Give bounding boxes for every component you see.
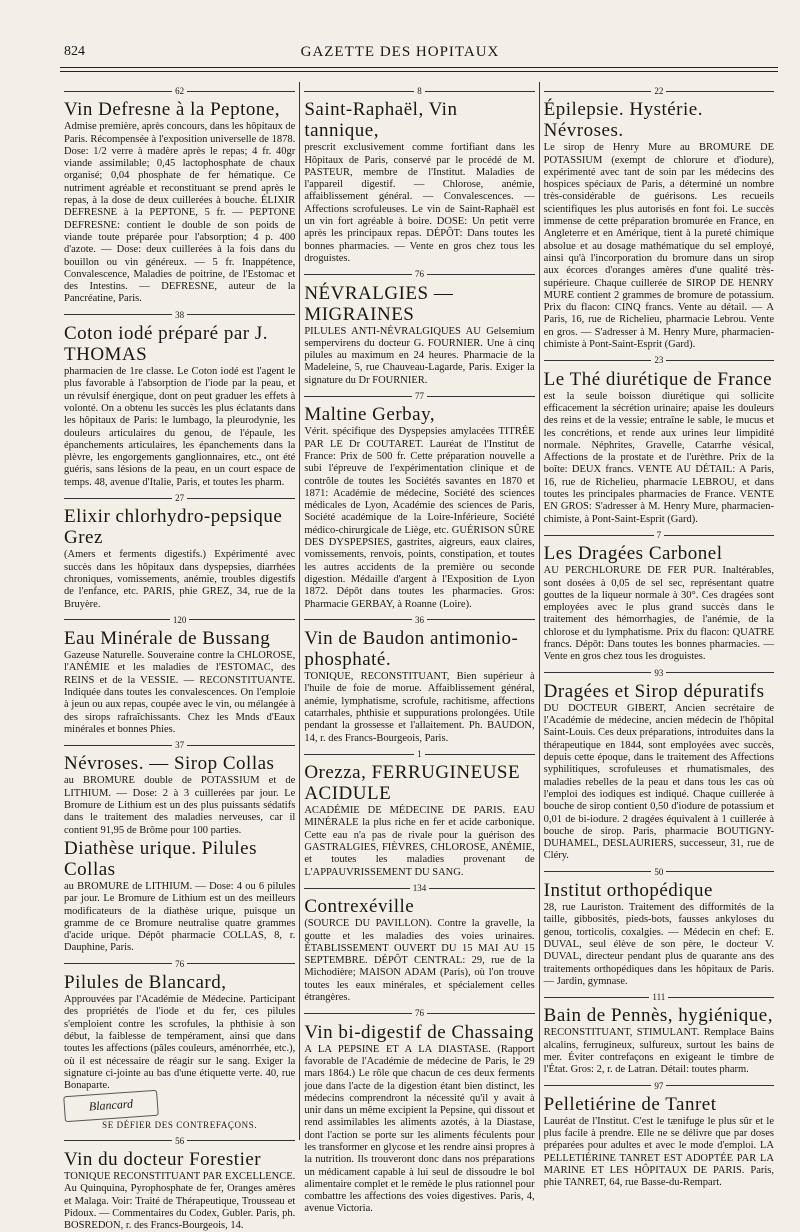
advert-body: Admise première, après concours, dans les hôpitaux de Paris. Récompensée à l'exposition universelle de 1878. Dose: 1/2 verre à madère après le repas; 4 fr. 40gr viande assimilable; 0,45 lactophosphate de chaux organisé; 0,04 phosphate de fer hématique. Ce nutriment agréable et reconstituant se prend après le repas, à la dose de deux cuillerées à bouche. ÉLIXIR DEFRESNE à la PEPTONE, 5 fr. — PEPTONE DEFRESNE: contient le double de son poids de viande toute préparée pour l'absorption; 4 p. 400 d'azote. — Dose: deux cuillerées à la fois dans du bouillon ou vin généreux. — 5 fr. Inappétence, Convalescence, Maladies de poitrine, de l'Estomac et des Intestins. — DEFRESNE, auteur de la Pancréatine, Paris. [64, 121, 296, 305]
advert-title: Les Dragées Carbonel [543, 543, 723, 565]
column-middle [299, 82, 538, 1215]
advertisement [64, 958, 295, 1132]
advert-body: est la seule boisson diurétique qui sollicite efficacement la sécrétion urinaire; apaise les douleurs des reins et de la vessie; entraîne le sable, le mucus et les concrétions, et rende aux urines leur limpidité normale. Néphrites, Gravelle, Catarrhe vésical, Affections de la prostate et de l'urèthre. Prix de la boîte: DEUX francs. VENTE AU DÉTAIL: A Paris, 16, rue de Richelieu, pharmacie LEBROU, et dans toutes les principales pharmacies de France. VENTE EN GROS: S'adresser à M. Henry Mure, pharmacien-chimiste, à Pont-Saint-Esprit (Gard). [543, 390, 774, 525]
advertisement [304, 614, 534, 745]
advert-title: Pilules de Blancard, [64, 972, 227, 994]
advert-title: Épilepsie. Hystérie. Névroses. [543, 99, 703, 142]
advert-number: 37 [64, 739, 295, 751]
header-rule-double [60, 71, 778, 72]
advert-footer: SE DÉFIER DES CONTREFAÇONS. [102, 1120, 258, 1131]
advertisement [304, 1007, 534, 1215]
advert-body: TONIQUE, RECONSTITUANT, Bien supérieur à l'huile de foie de morue. Affaiblissement général, anémie, lymphatisme, scrofule, rachitisme, affections catarrhales, phthisie et suppurations prolongées. Utile pendant la grossesse et l'allaitement. Ph. BAUDON, 14, r. des Francs-Bourgeois, Paris. [304, 671, 535, 744]
advertisement [544, 1080, 774, 1190]
advert-title: Le Thé diurétique de France [543, 368, 773, 390]
advert-body: RECONSTITUANT, STIMULANT. Remplace Bains alcalins, ferrugineux, sulfureux, surtout les bains de mer. Éviter contrefaçons en exigeant le timbre de l'État. Gros: 2, r. de Latran. Détail: toutes pharm. [543, 1027, 774, 1076]
advertisement [64, 309, 295, 489]
advert-body: Vérit. spécifique des Dyspepsies amylacées TITRÉE PAR LE Dr COUTARET. Lauréat de l'Institut de France: Prix de 500 fr. Cette préparation nouvelle a subi l'épreuve de l'expérimentation clinique et de contrôle de toutes les Sociétés savantes en 1870 et 1871: Académie de médecine, Société des sciences médicales de Lyon, Académie des sciences de Paris, Société académique de la Loire-Inférieure, Société médico-chirurgicale de Liège, etc. GUÉRISON SÛRE DES DYSPEPSIES, gastrites, aigreurs, eaux claires, vomissements, renvois, points, constipation, et toutes les autres accidents de la première ou seconde digestion. Médaille d'argent à l'Exposition de Lyon 1872. Dépôt dans toutes les pharmacies. Gros: Pharmacie GERBAY, à Roanne (Loire). [304, 426, 535, 610]
advert-number: 93 [544, 667, 774, 679]
advert-title: Orezza, FERRUGINEUSE ACIDULE [304, 762, 521, 805]
advertisement [544, 354, 774, 526]
advert-body: DU DOCTEUR GIBERT, Ancien secrétaire de l'Académie de médecine, ancien médecin de l'hôpital Saint-Louis. Ces deux préparations, introduites dans la thérapeutique en 1844, sont employées avec succès, depuis cette époque, dans le traitement des Affections syphilitiques, scrofuleuses et rhumatismales, des maladies rebelles de la peau et dans tous les cas où l'emploi des iodiques est indiqué. Chaque cuillerée à bouche de sirop contient 0,50 d'iodure de potassium et 0,01 de bi-iodure. 2 dragées équivalent à 1 cuillerée à bouche de sirop. Paris, pharmacie BOUTIGNY-DUHAMEL, DESLAURIERS, successeur, 31, rue de Cléry. [543, 702, 774, 862]
advertisement [304, 882, 534, 1004]
header-rule [60, 67, 778, 68]
advertisement [544, 85, 774, 351]
advert-body: 28, rue Lauriston. Traitement des difformités de la taille, gibbosités, pieds-bots, fausses ankyloses du genou, torticolis, coxalgies. — Médecin en chef: E. DUVAL, seul élève de son père, le docteur V. DUVAL, directeur pendant plus de quarante ans des traitements orthopédiques dans les hôpitaux de Paris. — Jardin, gymnase. [543, 902, 774, 987]
advert-body: au BROMURE de LITHIUM. — Dose: 4 ou 6 pilules par jour. Le Bromure de Lithium est un des meilleurs modificateurs de la diathèse urique, puisque un gramme de ce Bromure neutralise quatre grammes d'acide urique. Dépôt pharmacie COLLAS, 8, r. Dauphine, Paris. [64, 880, 296, 954]
advert-number: 27 [64, 492, 295, 504]
page-number: 824 [64, 44, 85, 59]
advert-number: 7 [544, 529, 774, 541]
advert-body: Le sirop de Henry Mure au BROMURE DE POTASSIUM (exempt de chlorure et d'iodure), expérimenté avec tant de soin par les médecins des hospices spéciaux de Paris, a déterminé un nombre très-considérable de guérisons. Les recueils scientifiques les plus autorisés en font foi. Le succès immense de cette préparation bromurée en France, en Angleterre et en Amérique, tient à la pureté chimique absolue et au dosage mathématique du sel employé, ainsi qu'à l'incorporation du bromure dans un sirop aux écorces d'oranges amères d'une qualité très-supérieure. Chaque cuillerée de SIROP DE HENRY MURE contient 2 grammes de bromure de potassium. Prix du flacon: CINQ francs. Vente au détail. — A Paris, 16, rue de Richelieu, pharmacie Lebrou. Vente en gros. — S'adresser à M. Henry Mure, pharmacien-chimiste à Pont-Saint-Esprit (Gard). [543, 142, 774, 351]
advert-title: Institut orthopédique [543, 880, 713, 902]
advert-number: 77 [304, 390, 534, 402]
advert-title: Vin Defresne à la Peptone, [64, 99, 281, 121]
advert-title: Contrexéville [304, 896, 415, 918]
advert-title: Maltine Gerbay, [304, 404, 436, 426]
advertisement [544, 991, 774, 1076]
advert-number: 50 [544, 866, 774, 878]
advert-number: 1 [304, 748, 534, 760]
advertisement [544, 667, 774, 863]
advertisement [64, 492, 295, 611]
advert-number: 8 [304, 85, 534, 97]
advertisement [64, 739, 295, 837]
advert-title: Eau Minérale de Bussang [64, 628, 271, 650]
advert-title: Névroses. — Sirop Collas [64, 753, 275, 775]
advert-number: 97 [544, 1080, 774, 1092]
advert-body: TONIQUE RECONSTITUANT PAR EXCELLENCE. Au Quinquina, Pyrophosphate de fer, Oranges amères et Malaga. Voir: Traité de Thérapeutique, Trousseau et Pidoux. — Commentaires du Codex, Gubler. Paris, ph. BOSREDON, r. des Francs-Bourgeois, 14. [64, 1171, 296, 1232]
advert-body: PILULES ANTI-NÉVRALGIQUES AU Gelsemium sempervirens du docteur G. FOURNIER. Une à cinq pilules au maximum en 24 heures. Pharmacie de la Madeleine, 5, rue Chauveau-Lagarde, Paris. Exiger la signature du Dr FOURNIER. [304, 325, 535, 386]
advertisement [64, 614, 295, 736]
advert-body: ACADÉMIE DE MÉDECINE DE PARIS. EAU MINÉRALE la plus riche en fer et acide carbonique. Cette eau n'a pas de rivale pour la guérison des GASTRALGIES, FIÈVRES, CHLOROSE, ANÉMIE, et toutes les maladies provenant de L'APPAUVRISSEMENT DU SANG. [304, 805, 535, 878]
advert-title: Vin bi-digestif de Chassaing [304, 1021, 535, 1043]
advert-columns [60, 82, 778, 1232]
advert-number: 76 [304, 268, 534, 280]
advert-number: 22 [544, 85, 774, 97]
advert-body: (Amers et ferments digestifs.) Expérimenté avec succès dans les hôpitaux dans dyspepsies, diarrhées chroniques, vomissements, anémie, troubles digestifs de l'enfance, etc. PARIS, phie GREZ, 34, rue de la Bruyère. [64, 549, 296, 610]
advertisement [64, 838, 295, 955]
advert-body: (SOURCE DU PAVILLON). Contre la gravelle, la goutte et les maladies des voies urinaires. ÉTABLISSEMENT OUVERT DU 15 MAI AU 15 SEPTEMBRE. DÉPÔT CENTRAL: 29, rue de la Michodière; MAISON ADAM (Paris), où l'on trouve toutes les eaux minérales, et spécialement celles étrangères. [304, 918, 535, 1004]
advert-body: pharmacien de 1re classe. Le Coton iodé est l'agent le plus favorable à l'absorption de l'iode par la peau, et un révulsif énergique, dont on peut graduer les effets à volonté. On a obtenu les succès les plus éclatants dans les hôpitaux de Paris: le lumbago, la pleurodynie, les douleurs articulaires du genou, de l'épaule, les épanchements articulaires, les épanchements dans la plèvre, les engorgements ganglionnaires, etc., ont été guéris, sans lésions de la peau, en un court espace de temps. 48, avenue d'Italie, Paris, et toutes les pharm. [64, 366, 296, 488]
advert-title: Vin du docteur Forestier [64, 1149, 262, 1170]
handwritten-signature: Blancard [63, 1090, 159, 1122]
advert-title: Diathèse urique. Pilules Collas [64, 837, 257, 880]
advert-body: prescrit exclusivement comme fortifiant dans les Hôpitaux de Paris, conservé par le procédé de M. PASTEUR, membre de l'Institut. Maladies de l'appareil digestif. — Chlorose, anémie, affaiblissement général. — Convalescences. — Affections scrofuleuses. Le vin de Saint-Raphaël est un vin fort agréable à boire. DOSE: Un petit verre après les principaux repas. DÉPÔT: Dans toutes les bonnes pharmacies. — Vente en gros chez tous les droguistes. [304, 142, 535, 264]
advertisement [304, 390, 534, 611]
advert-title: Dragées et Sirop dépuratifs [543, 680, 765, 702]
advert-number: 62 [64, 85, 295, 97]
advert-title: Pelletiérine de Tanret [543, 1093, 717, 1115]
advert-body: Gazeuse Naturelle. Souveraine contre la CHLOROSE, l'ANÉMIE et les maladies de l'ESTOMAC, des REINS et de la VESSIE. — RECONSTITUANTE. Indiquée dans toutes les convalescences. On l'emploie à jeun ou aux repas, coupée avec le vin, ou mélangée à des sirops rafraîchissants. Chez les Mnds d'Eaux minérales et bonnes Phies. [64, 650, 296, 735]
running-head: GAZETTE DES HOPITAUX [300, 44, 500, 60]
advertisement [64, 1135, 295, 1232]
advertisement [304, 268, 534, 387]
advert-title: Bain de Pennès, hygiénique, [543, 1005, 773, 1027]
advertisement [544, 866, 774, 988]
advert-body: A LA PEPSINE ET A LA DIASTASE. (Rapport favorable de l'Académie de médecine de Paris, le 29 mars 1864.) Le rôle que chacun de ces deux ferments joue dans l'acte de la digestion étant bien distinct, les médecins comprendront la nécessité qu'il y avait à unir dans un même excipient la Pepsine, qui dissout et rend assimilables les aliments azotés, à la Diastase, dont l'action se porte sur les aliments féculents pour les transformer en glycose et les rendre ainsi propres à la nutrition. Ils trouveront donc dans nos préparations un médicament capable à lui seul de dissoudre le bol alimentaire complet et le remède le plus rationnel pour combattre les affections des voies digestives. Paris, 4, avenue Victoria. [304, 1043, 535, 1215]
advert-title: Saint-Raphaël, Vin tannique, [304, 99, 458, 142]
advertisement [64, 85, 295, 306]
advert-number: 111 [544, 991, 774, 1003]
advert-title: Elixir chlorhydro-pepsique Grez [64, 506, 283, 549]
advert-number: 36 [304, 614, 534, 626]
advert-body: Lauréat de l'Institut. C'est le tænifuge le plus sûr et le plus facile à prendre. Elle ne se délivre que par doses préparées pour adultes et avec le mode d'emploi. LA PELLETIÉRINE TANRET EST ADOPTÉE PAR LA MARINE ET LES HÔPITAUX DE PARIS. Paris, phie TANRET, 64, rue Basse-du-Rempart. [543, 1115, 774, 1189]
advert-title: Coton iodé préparé par J. THOMAS [64, 323, 269, 366]
advert-body: au BROMURE double de POTASSIUM et de LITHIUM. — Dose: 2 à 3 cuillerées par jour. Le Bromure de Lithium est un des plus puissants sédatifs dans le traitement des maladies nerveuses, car il contient 91,95 de Brôme pour 100 parties. [64, 775, 296, 836]
advert-number: 76 [64, 958, 295, 970]
advertisement [304, 85, 534, 265]
advert-body: Approuvées par l'Académie de Médecine. Participant des propriétés de l'iode et du fer, ces pilules s'emploient contre les scrofules, la phthisie à son début, la faiblesse de tempérament, ainsi que dans toutes les affections (pâles couleurs, aménorrhée, etc.), où il est nécessaire de réagir sur le sang. Exiger la signature ci-jointe au bas d'une étiquette verte. 40, rue Bonaparte. [64, 994, 296, 1092]
column-right [539, 82, 778, 1189]
advert-body: AU PERCHLORURE DE FER PUR. Inaltérables, sont dosées à 0,05 de sel sec, représentant quatre gouttes de la liqueur normale à 30°. Ces dragées sont employées avec le plus grand succès dans le traitement des hémorrhagies, de l'anémie, de la chlorose et du lymphatisme. Prix du flacon: QUATRE francs. Dépôt: Dans toutes les bonnes pharmacies. — Vente en gros chez tous les droguistes. [543, 565, 774, 663]
advert-number: 120 [64, 614, 295, 626]
advert-number: 56 [64, 1135, 295, 1147]
advert-number: 38 [64, 309, 295, 321]
advert-number: 23 [544, 354, 774, 366]
advert-title: NÉVRALGIES — MIGRAINES [304, 282, 454, 325]
column-left [60, 82, 299, 1232]
advertisement [544, 529, 774, 664]
advert-number: 134 [304, 882, 534, 894]
advert-number: 76 [304, 1007, 534, 1019]
advert-title: Vin de Baudon antimonio-phosphaté. [304, 628, 519, 671]
advertisement [304, 748, 534, 879]
